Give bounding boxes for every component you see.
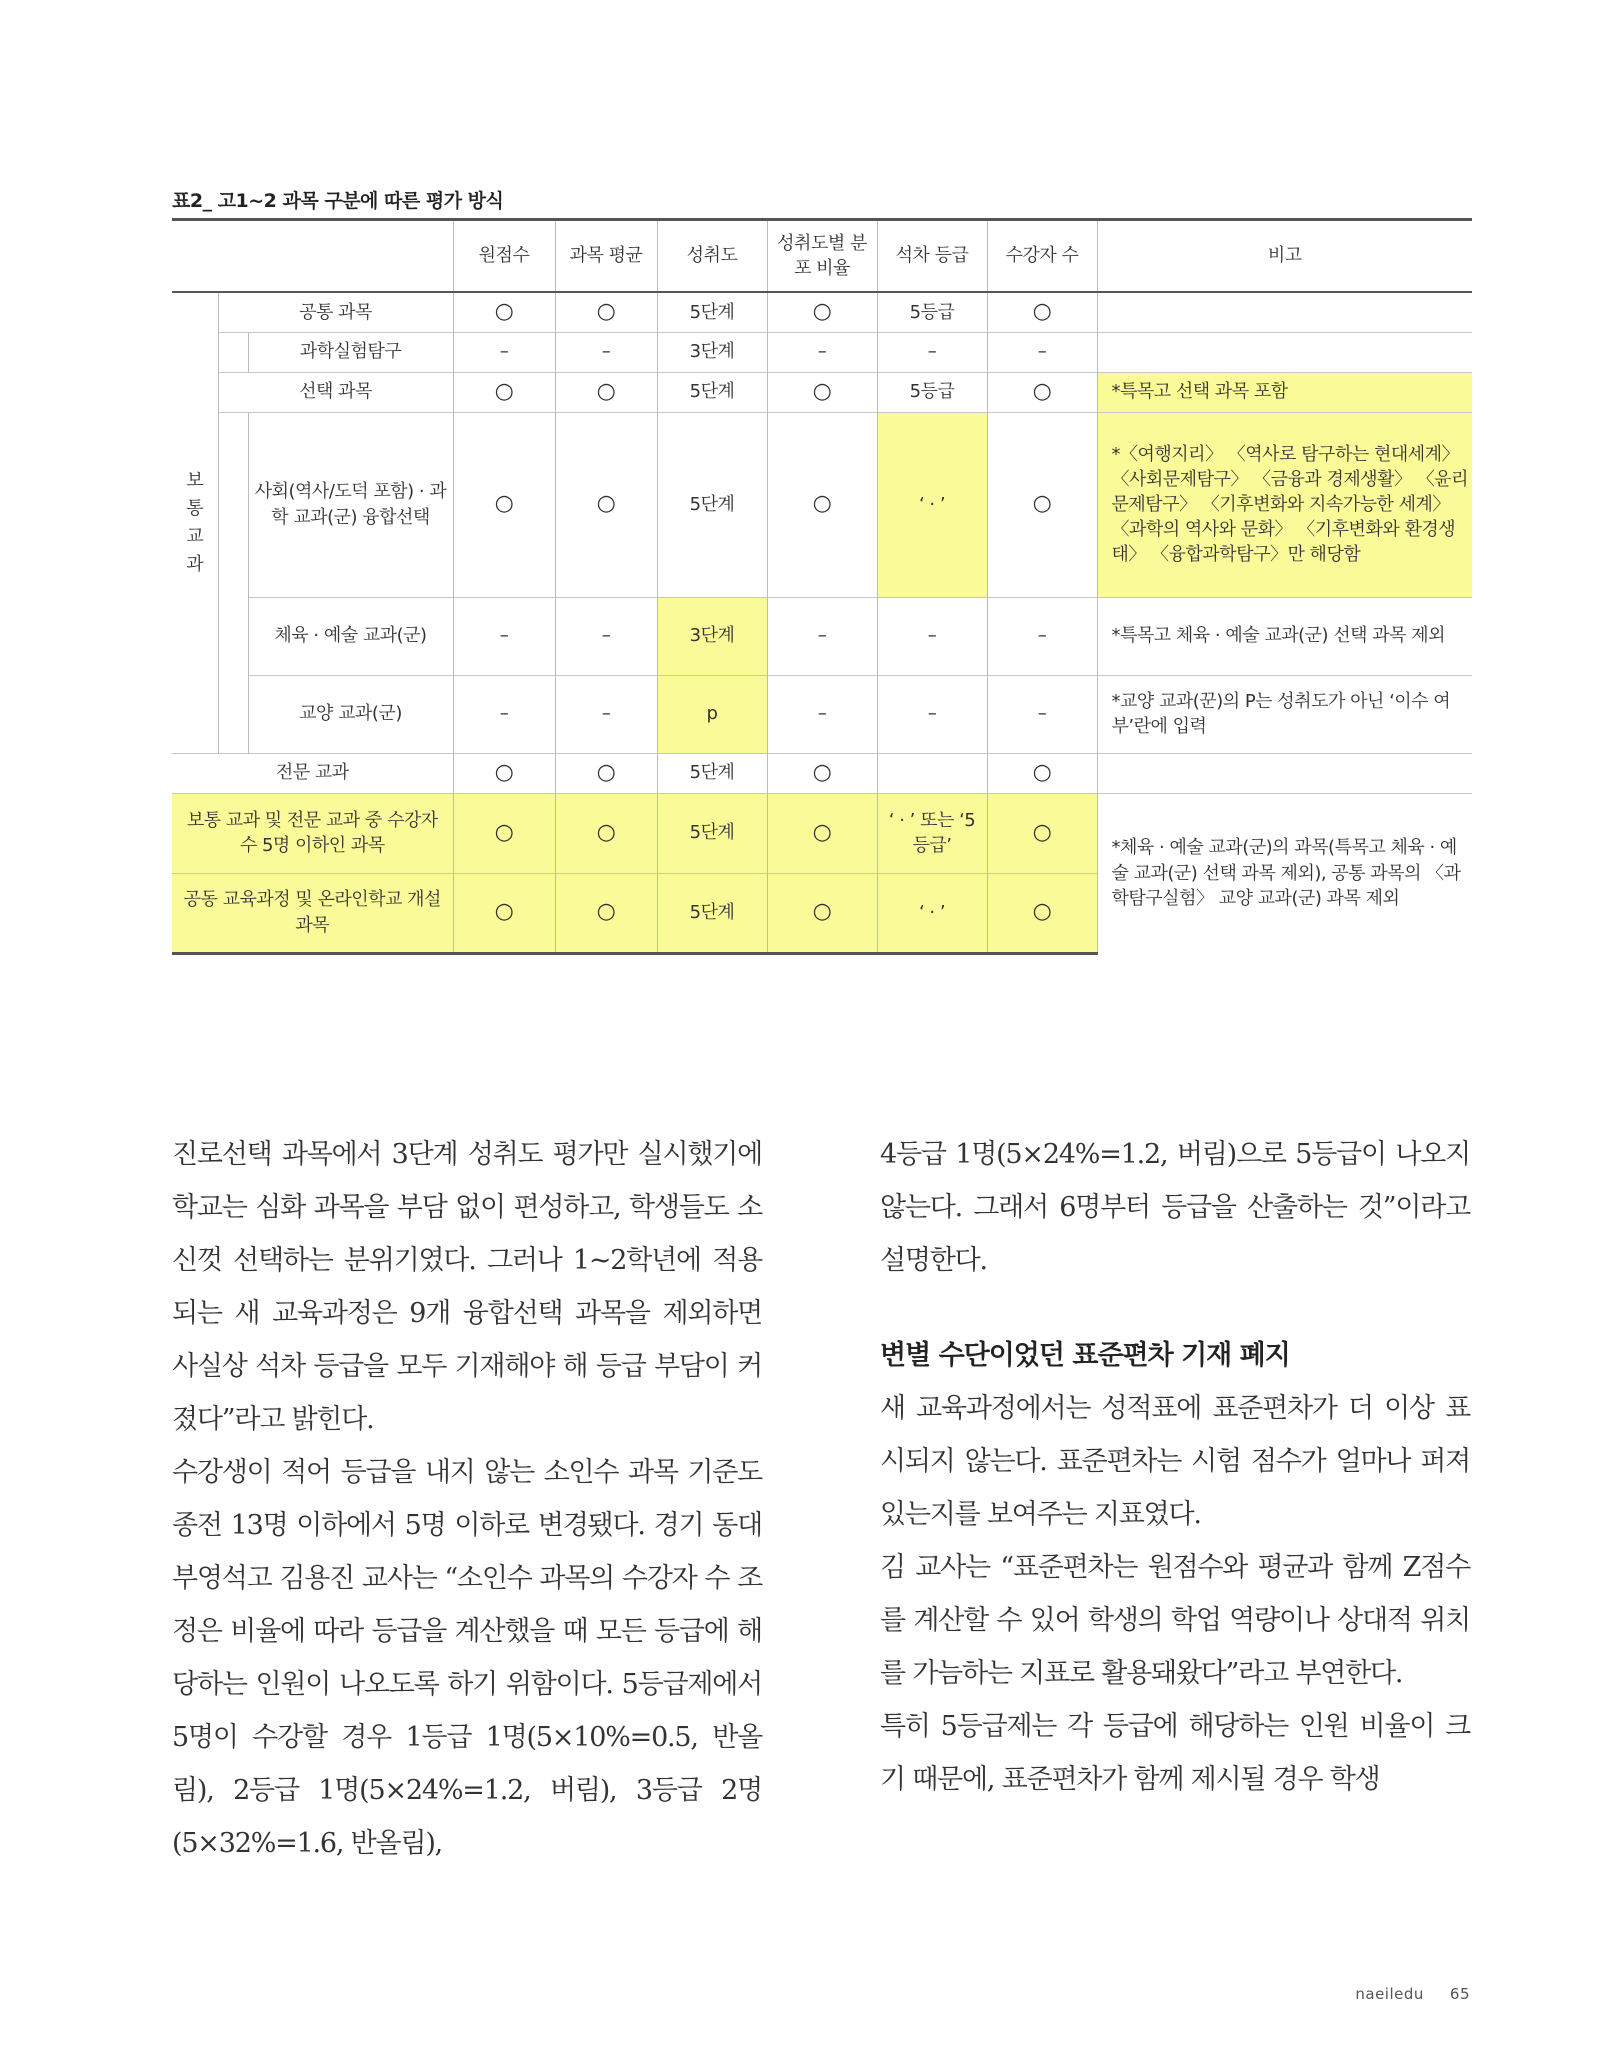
cell: ○	[555, 873, 657, 953]
cell: ○	[453, 412, 555, 597]
row-label: 체육 · 예술 교과(군)	[248, 597, 453, 675]
cell: ○	[453, 753, 555, 793]
cell: –	[987, 597, 1097, 675]
cell: 3단계	[657, 597, 767, 675]
cell: –	[767, 597, 877, 675]
cell: ○	[555, 412, 657, 597]
row-label: 사회(역사/도덕 포함) · 과학 교과(군) 융합선택	[248, 412, 453, 597]
group-label-general: 보통 교과	[172, 292, 218, 753]
article-column-right	[880, 1128, 1470, 1806]
cell: –	[555, 597, 657, 675]
cell: p	[657, 675, 767, 753]
row-label: 공동 교육과정 및 온라인학교 개설 과목	[172, 873, 453, 953]
evaluation-table	[172, 218, 1472, 955]
page-footer	[1310, 1985, 1470, 2003]
cell: 5등급	[877, 372, 987, 412]
cell: 3단계	[657, 332, 767, 372]
cell: ○	[987, 753, 1097, 793]
table-caption: 표2_ 고1~2 과목 구분에 따른 평가 방식	[172, 190, 504, 212]
row-label: 전문 교과	[172, 753, 453, 793]
table-row	[172, 372, 1472, 412]
cell: ○	[767, 753, 877, 793]
cell: 5등급	[877, 292, 987, 332]
row-label: 교양 교과(군)	[248, 675, 453, 753]
cell: –	[555, 332, 657, 372]
cell: 5단계	[657, 372, 767, 412]
table-row	[172, 597, 1472, 675]
table-row	[172, 675, 1472, 753]
cell: ○	[987, 292, 1097, 332]
cell: –	[453, 597, 555, 675]
cell	[877, 753, 987, 793]
cell: ○	[453, 793, 555, 873]
cell: –	[555, 675, 657, 753]
section-heading: 변별 수단이었던 표준편차 기재 폐지	[880, 1340, 1290, 1371]
table-row	[172, 332, 1472, 372]
header-blank	[172, 220, 453, 293]
header-subject-average: 과목 평균	[555, 220, 657, 293]
header-achievement: 성취도	[657, 220, 767, 293]
row-label: 과학실험탐구	[248, 332, 453, 372]
article-paragraph: 김 교사는 “표준편차는 원점수와 평균과 함께 Z점수를 계산할 수 있어 학생의 학업 역량이나 상대적 위치를 가늠하는 지표로 활용돼왔다”라고 부연한다.	[880, 1552, 1470, 1689]
note-cell	[1097, 292, 1472, 332]
note-cell: *특목고 선택 과목 포함	[1097, 372, 1472, 412]
cell: –	[453, 332, 555, 372]
table-row	[172, 412, 1472, 597]
cell: ○	[453, 873, 555, 953]
cell: 5단계	[657, 753, 767, 793]
article-paragraph: 특히 5등급제는 각 등급에 해당하는 인원 비율이 크기 때문에, 표준편차가 함께 제시될 경우 학생	[880, 1711, 1470, 1795]
cell: ○	[767, 292, 877, 332]
note-cell: *특목고 체육 · 예술 교과(군) 선택 과목 제외	[1097, 597, 1472, 675]
magazine-name: naeiledu	[1355, 1985, 1424, 2003]
page-number: 65	[1449, 1985, 1470, 2003]
cell: –	[767, 332, 877, 372]
cell: ○	[555, 753, 657, 793]
row-label: 선택 과목	[218, 372, 453, 412]
cell: –	[877, 597, 987, 675]
cell: ○	[453, 292, 555, 332]
cell: ‘ · ’	[877, 873, 987, 953]
article-paragraph: 수강생이 적어 등급을 내지 않는 소인수 과목 기준도 종전 13명 이하에서 5명 이하로 변경됐다. 경기 동대부영석고 김용진 교사는 “소인수 과목의 수강자 수 조정은 비율에 따라 등급을 계산했을 때 모든 등급에 해당하는 인원이 나오도록 하기 위함이다. 5등급제에서 5명이 수강할 경우 1등급 1명(5×10%=0.5, 반올림), 2등급 1명(5×24%=1.2, 버림), 3등급 2명(5×32%=1.6, 반올림),	[172, 1457, 762, 1859]
header-distribution: 성취도별 분포 비율	[767, 220, 877, 293]
cell: 5단계	[657, 412, 767, 597]
header-remarks: 비고	[1097, 220, 1472, 293]
table-row	[172, 793, 1472, 873]
indent-cell	[218, 412, 248, 753]
cell: 5단계	[657, 292, 767, 332]
table-row	[172, 753, 1472, 793]
cell: –	[987, 332, 1097, 372]
cell: ○	[555, 372, 657, 412]
cell: 5단계	[657, 873, 767, 953]
cell: ‘ · ’ 또는 ‘5등급’	[877, 793, 987, 873]
header-raw-score: 원점수	[453, 220, 555, 293]
header-rank-grade: 석차 등급	[877, 220, 987, 293]
cell: ○	[767, 372, 877, 412]
article-paragraph: 진로선택 과목에서 3단계 성취도 평가만 실시했기에 학교는 심화 과목을 부담 없이 편성하고, 학생들도 소신껏 선택하는 분위기였다. 그러나 1~2학년에 적용되는 새 교육과정은 9개 융합선택 과목을 제외하면 사실상 석차 등급을 모두 기재해야 해 등급 부담이 커졌다”라고 밝힌다.	[172, 1139, 762, 1435]
header-student-count: 수강자 수	[987, 220, 1097, 293]
article-paragraph: 4등급 1명(5×24%=1.2, 버림)으로 5등급이 나오지 않는다. 그래서 6명부터 등급을 산출하는 것”이라고 설명한다.	[880, 1139, 1470, 1276]
note-cell: *체육 · 예술 교과(군)의 과목(특목고 체육 · 예술 교과(군) 선택 과목 제외), 공통 과목의 〈과학탐구실험〉 교양 교과(군) 과목 제외	[1097, 793, 1472, 953]
cell: ○	[987, 793, 1097, 873]
cell: –	[767, 675, 877, 753]
cell: ○	[555, 292, 657, 332]
article-paragraph: 새 교육과정에서는 성적표에 표준편차가 더 이상 표시되지 않는다. 표준편차는 시험 점수가 얼마나 퍼져 있는지를 보여주는 지표였다.	[880, 1393, 1470, 1530]
cell: –	[877, 332, 987, 372]
cell: ○	[987, 873, 1097, 953]
cell: –	[877, 675, 987, 753]
cell: ○	[767, 793, 877, 873]
cell: ○	[453, 372, 555, 412]
note-cell	[1097, 753, 1472, 793]
cell: ○	[987, 372, 1097, 412]
note-cell: *교양 교과(꾼)의 P는 성취도가 아닌 ‘이수 여부’란에 입력	[1097, 675, 1472, 753]
table-row	[172, 292, 1472, 332]
indent-cell	[218, 332, 248, 372]
table-header-row	[172, 220, 1472, 293]
article-column-left	[172, 1128, 762, 1870]
row-label: 공통 과목	[218, 292, 453, 332]
cell: 5단계	[657, 793, 767, 873]
cell: –	[453, 675, 555, 753]
note-cell	[1097, 332, 1472, 372]
row-label: 보통 교과 및 전문 교과 중 수강자 수 5명 이하인 과목	[172, 793, 453, 873]
cell: –	[987, 675, 1097, 753]
cell: ○	[767, 873, 877, 953]
cell: ○	[555, 793, 657, 873]
note-cell: *〈여행지리〉 〈역사로 탐구하는 현대세계〉 〈사회문제탐구〉 〈금융과 경제생활〉 〈윤리문제탐구〉 〈기후변화와 지속가능한 세계〉 〈과학의 역사와 문화〉 〈기후변화와 환경생태〉 〈융합과학탐구〉만 해당함	[1097, 412, 1472, 597]
cell: ○	[987, 412, 1097, 597]
cell: ‘ · ’	[877, 412, 987, 597]
cell: ○	[767, 412, 877, 597]
